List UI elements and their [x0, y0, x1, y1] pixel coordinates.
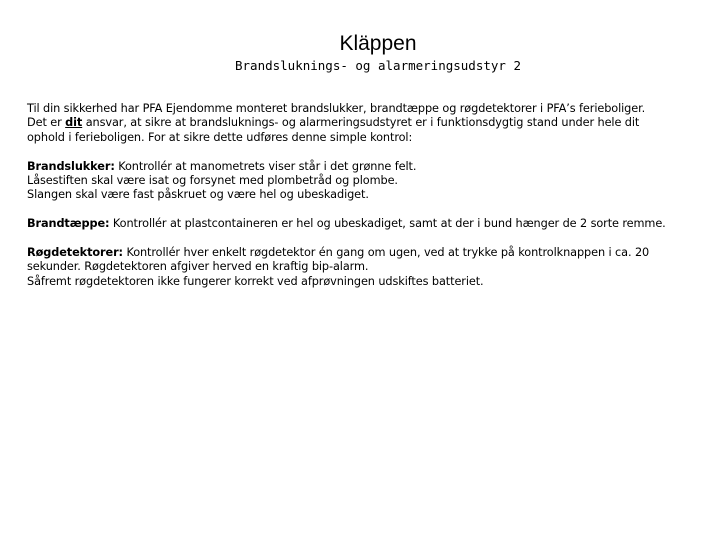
intro-text-after: ansvar, at sikre at brandsluknings- og alarmeringsudstyret er i funktionsdygtig stand under hele dit ophold i ferieboligen. For at sikre dette udføres denne simple kontrol: — [27, 116, 640, 144]
blanket-text: Kontrollér at plastcontaineren er hel og ubeskadiget, samt at der i bund hænger de 2 sorte remme. — [109, 217, 666, 231]
detectors-line2: Såfremt røgdetektoren ikke fungerer korrekt ved afprøvningen udskiftes batteriet. — [27, 274, 484, 288]
extinguisher-line1: Kontrollér at manometrets viser står i det grønne felt. — [114, 159, 417, 173]
slide-body — [27, 102, 667, 304]
extinguisher-line3: Slangen skal være fast påskruet og være hel og ubeskadiget. — [27, 188, 369, 202]
extinguisher-section — [27, 160, 667, 203]
detectors-section — [27, 246, 667, 289]
slide-subtitle: Brandsluknings- og alarmeringsudstyr 2 — [235, 58, 521, 73]
intro-text-before: Til din sikkerhed har PFA Ejendomme monteret brandslukker, brandtæppe og røgdetektorer i PFA’s ferieboliger. Det er — [27, 102, 646, 130]
extinguisher-line2: Låsestiften skal være isat og forsynet med plombetråd og plombe. — [27, 174, 398, 188]
detectors-text: Kontrollér hver enkelt røgdetektor én gang om ugen, ved at trykke på kontrolknappen i ca. 20 sekunder. Røgdetektoren afgiver herved en kraftig bip-alarm. — [27, 246, 650, 274]
intro-emphasis: dit — [65, 116, 83, 130]
blanket-section — [27, 217, 667, 231]
extinguisher-first-line — [27, 160, 667, 174]
blanket-label: Brandtæppe: — [27, 217, 110, 231]
intro-paragraph — [27, 102, 667, 145]
detectors-label: Røgdetektorer: — [27, 246, 123, 260]
extinguisher-label: Brandslukker: — [27, 159, 115, 173]
detectors-first-block — [27, 246, 667, 275]
slide-title: Kläppen — [339, 32, 417, 55]
